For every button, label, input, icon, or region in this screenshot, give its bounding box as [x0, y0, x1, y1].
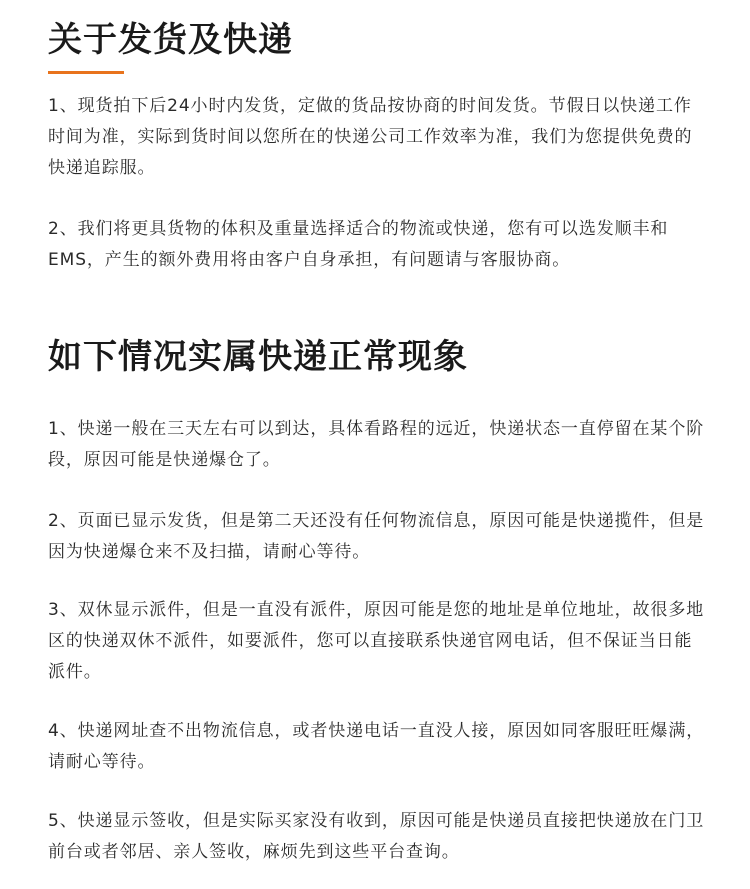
normal-case-paragraph-5: 5、快递显示签收，但是实际买家没有收到，原因可能是快递员直接把快递放在门卫前台或者邻居、亲人签收，麻烦先到这些平台查询。 [48, 811, 705, 862]
section-title-normal-cases: 如下情况实属快递正常现象 [48, 337, 468, 377]
normal-case-paragraph-2: 2、页面已显示发货，但是第二天还没有任何物流信息，原因可能是快递揽件，但是因为快递爆仓来不及扫描，请耐心等待。 [48, 511, 705, 562]
shipping-paragraph-2: 2、我们将更具货物的体积及重量选择适合的物流或快递，您有可以选发顺丰和EMS，产生的额外费用将由客户自身承担，有问题请与客服协商。 [48, 219, 669, 270]
normal-case-paragraph-3: 3、双休显示派件，但是一直没有派件，原因可能是您的地址是单位地址，故很多地区的快递双休不派件，如要派件，您可以直接联系快递官网电话，但不保证当日能派件。 [48, 600, 705, 682]
shipping-paragraph-1: 1、现货拍下后24小时内发货，定做的货品按协商的时间发货。节假日以快递工作时间为准，实际到货时间以您所在的快递公司工作效率为准，我们为您提供免费的快递追踪服。 [48, 96, 693, 178]
section-title-shipping: 关于发货及快递 [48, 20, 293, 60]
normal-case-paragraph-1: 1、快递一般在三天左右可以到达，具体看路程的远近，快递状态一直停留在某个阶段，原因可能是快递爆仓了。 [48, 419, 705, 470]
title-underline [48, 71, 124, 74]
normal-case-paragraph-4: 4、快递网址查不出物流信息，或者快递电话一直没人接，原因如同客服旺旺爆满，请耐心等待。 [48, 721, 705, 772]
